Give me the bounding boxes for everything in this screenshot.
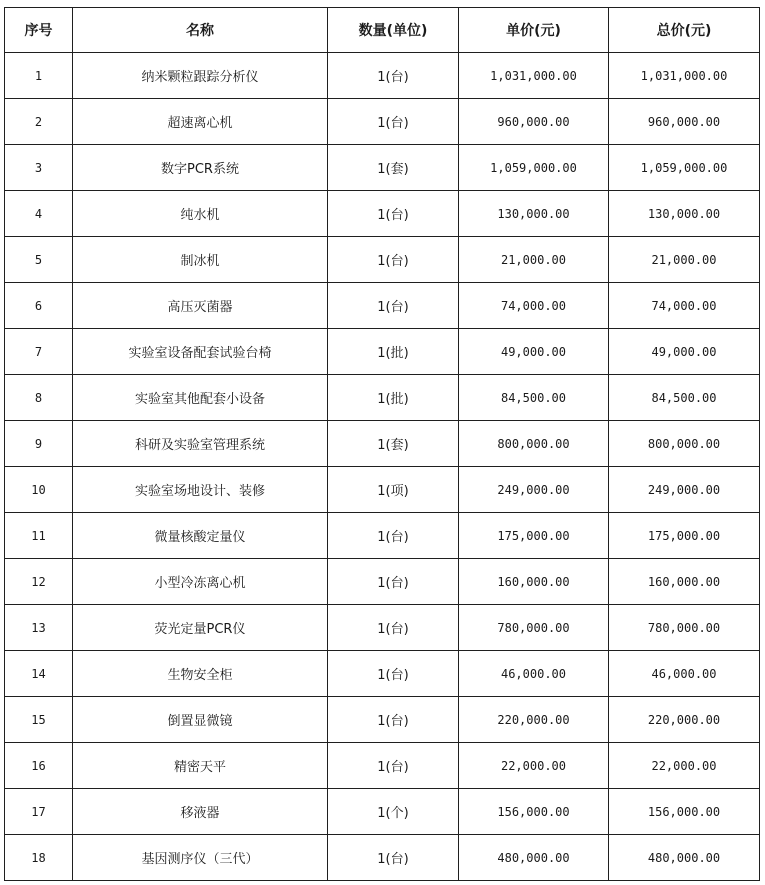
- cell-name: 倒置显微镜: [73, 697, 328, 743]
- table-row: [5, 697, 760, 743]
- header-name: 名称: [73, 8, 328, 53]
- cell-name: 纯水机: [73, 191, 328, 237]
- cell-index: 13: [5, 605, 73, 651]
- header-unit-price: 单价(元): [459, 8, 609, 53]
- header-quantity: 数量(单位): [328, 8, 459, 53]
- cell-name: 科研及实验室管理系统: [73, 421, 328, 467]
- table-row: [5, 99, 760, 145]
- table-row: [5, 421, 760, 467]
- cell-name: 微量核酸定量仪: [73, 513, 328, 559]
- cell-unit-price: 156,000.00: [459, 789, 609, 835]
- cell-index: 3: [5, 145, 73, 191]
- header-row: [5, 8, 760, 53]
- table-row: [5, 145, 760, 191]
- table-row: [5, 559, 760, 605]
- cell-quantity: 1(个): [328, 789, 459, 835]
- cell-unit-price: 21,000.00: [459, 237, 609, 283]
- cell-name: 小型冷冻离心机: [73, 559, 328, 605]
- cell-index: 6: [5, 283, 73, 329]
- table-row: [5, 467, 760, 513]
- cell-index: 7: [5, 329, 73, 375]
- cell-quantity: 1(项): [328, 467, 459, 513]
- cell-unit-price: 49,000.00: [459, 329, 609, 375]
- cell-quantity: 1(台): [328, 53, 459, 99]
- cell-name: 基因测序仪（三代）: [73, 835, 328, 881]
- cell-quantity: 1(台): [328, 99, 459, 145]
- cell-name: 制冰机: [73, 237, 328, 283]
- cell-name: 移液器: [73, 789, 328, 835]
- cell-unit-price: 22,000.00: [459, 743, 609, 789]
- cell-name: 纳米颗粒跟踪分析仪: [73, 53, 328, 99]
- cell-name: 超速离心机: [73, 99, 328, 145]
- cell-total-price: 21,000.00: [609, 237, 760, 283]
- cell-unit-price: 160,000.00: [459, 559, 609, 605]
- table-row: [5, 329, 760, 375]
- table-row: [5, 513, 760, 559]
- cell-total-price: 800,000.00: [609, 421, 760, 467]
- cell-unit-price: 175,000.00: [459, 513, 609, 559]
- equipment-price-table: [4, 7, 760, 881]
- cell-unit-price: 480,000.00: [459, 835, 609, 881]
- cell-unit-price: 780,000.00: [459, 605, 609, 651]
- cell-index: 9: [5, 421, 73, 467]
- cell-name: 高压灭菌器: [73, 283, 328, 329]
- table-row: [5, 53, 760, 99]
- cell-quantity: 1(台): [328, 835, 459, 881]
- cell-total-price: 130,000.00: [609, 191, 760, 237]
- cell-unit-price: 220,000.00: [459, 697, 609, 743]
- cell-total-price: 74,000.00: [609, 283, 760, 329]
- table-row: [5, 835, 760, 881]
- cell-quantity: 1(台): [328, 237, 459, 283]
- cell-unit-price: 46,000.00: [459, 651, 609, 697]
- cell-index: 10: [5, 467, 73, 513]
- cell-total-price: 22,000.00: [609, 743, 760, 789]
- cell-total-price: 84,500.00: [609, 375, 760, 421]
- cell-unit-price: 1,059,000.00: [459, 145, 609, 191]
- cell-quantity: 1(台): [328, 283, 459, 329]
- table-body: [5, 53, 760, 881]
- table-row: [5, 605, 760, 651]
- cell-quantity: 1(台): [328, 743, 459, 789]
- table-header: [5, 8, 760, 53]
- table-row: [5, 191, 760, 237]
- cell-unit-price: 1,031,000.00: [459, 53, 609, 99]
- cell-total-price: 249,000.00: [609, 467, 760, 513]
- cell-total-price: 175,000.00: [609, 513, 760, 559]
- cell-name: 数字PCR系统: [73, 145, 328, 191]
- cell-quantity: 1(批): [328, 329, 459, 375]
- cell-index: 1: [5, 53, 73, 99]
- cell-quantity: 1(套): [328, 421, 459, 467]
- cell-total-price: 220,000.00: [609, 697, 760, 743]
- cell-index: 17: [5, 789, 73, 835]
- cell-total-price: 49,000.00: [609, 329, 760, 375]
- cell-name: 实验室其他配套小设备: [73, 375, 328, 421]
- cell-total-price: 1,059,000.00: [609, 145, 760, 191]
- cell-total-price: 480,000.00: [609, 835, 760, 881]
- cell-index: 8: [5, 375, 73, 421]
- table-row: [5, 375, 760, 421]
- cell-total-price: 780,000.00: [609, 605, 760, 651]
- cell-index: 5: [5, 237, 73, 283]
- cell-quantity: 1(台): [328, 513, 459, 559]
- cell-quantity: 1(台): [328, 191, 459, 237]
- cell-name: 实验室场地设计、装修: [73, 467, 328, 513]
- cell-quantity: 1(台): [328, 651, 459, 697]
- header-index: 序号: [5, 8, 73, 53]
- cell-index: 15: [5, 697, 73, 743]
- cell-total-price: 46,000.00: [609, 651, 760, 697]
- cell-quantity: 1(台): [328, 605, 459, 651]
- table-row: [5, 237, 760, 283]
- cell-index: 18: [5, 835, 73, 881]
- cell-index: 2: [5, 99, 73, 145]
- cell-name: 生物安全柜: [73, 651, 328, 697]
- cell-total-price: 156,000.00: [609, 789, 760, 835]
- table-row: [5, 789, 760, 835]
- cell-quantity: 1(套): [328, 145, 459, 191]
- table-row: [5, 651, 760, 697]
- cell-total-price: 1,031,000.00: [609, 53, 760, 99]
- cell-unit-price: 249,000.00: [459, 467, 609, 513]
- table-row: [5, 283, 760, 329]
- cell-unit-price: 800,000.00: [459, 421, 609, 467]
- cell-unit-price: 130,000.00: [459, 191, 609, 237]
- cell-quantity: 1(台): [328, 697, 459, 743]
- cell-quantity: 1(台): [328, 559, 459, 605]
- table-row: [5, 743, 760, 789]
- cell-index: 14: [5, 651, 73, 697]
- cell-name: 精密天平: [73, 743, 328, 789]
- cell-name: 荧光定量PCR仪: [73, 605, 328, 651]
- cell-quantity: 1(批): [328, 375, 459, 421]
- cell-unit-price: 960,000.00: [459, 99, 609, 145]
- cell-index: 11: [5, 513, 73, 559]
- cell-name: 实验室设备配套试验台椅: [73, 329, 328, 375]
- header-total-price: 总价(元): [609, 8, 760, 53]
- cell-unit-price: 84,500.00: [459, 375, 609, 421]
- cell-index: 12: [5, 559, 73, 605]
- cell-total-price: 160,000.00: [609, 559, 760, 605]
- cell-index: 16: [5, 743, 73, 789]
- cell-unit-price: 74,000.00: [459, 283, 609, 329]
- cell-total-price: 960,000.00: [609, 99, 760, 145]
- cell-index: 4: [5, 191, 73, 237]
